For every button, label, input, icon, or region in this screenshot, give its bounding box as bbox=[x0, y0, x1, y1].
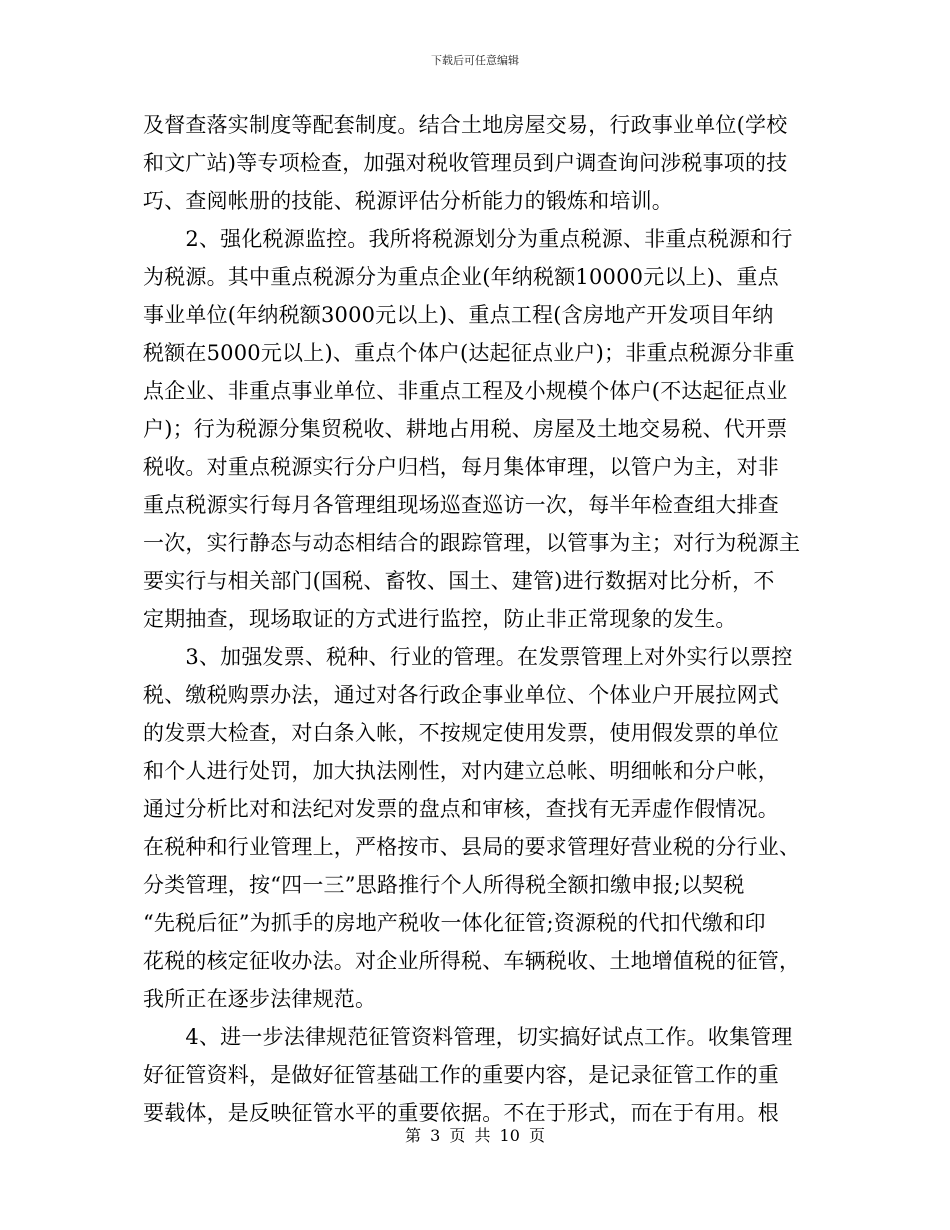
text-line: 3、加强发票、税种、行业的管理。在发票管理上对外实行以票控 bbox=[143, 645, 793, 669]
text-line: 税、缴税购票办法，通过对各行政企事业单位、个体业户开展拉网式 bbox=[143, 683, 779, 707]
text-line: 户)；行为税源分集贸税收、耕地占用税、房屋及土地交易税、代开票 bbox=[143, 417, 788, 441]
text-line: 定期抽查，现场取证的方式进行监控，防止非正常现象的发生。 bbox=[143, 607, 737, 631]
text-line: 要实行与相关部门(国税、畜牧、国土、建管)进行数据对比分析，不 bbox=[143, 569, 775, 593]
text-line: 及督查落实制度等配套制度。结合土地房屋交易，行政事业单位(学校 bbox=[143, 113, 788, 137]
text-line: 花税的核定征收办法。对企业所得税、车辆税收、土地增值税的征管， bbox=[143, 949, 801, 973]
text-line: 我所正在逐步法律规范。 bbox=[143, 987, 377, 1011]
page-number-footer: 第 3 页 共 10 页 bbox=[405, 1126, 545, 1145]
text-line: 要载体，是反映征管水平的重要依据。不在于形式，而在于有用。根 bbox=[143, 1101, 779, 1125]
text-line: 4、进一步法律规范征管资料管理，切实搞好试点工作。收集管理 bbox=[143, 1025, 793, 1049]
text-line: 分类管理，按“四一三”思路推行个人所得税全额扣缴申报;以契税 bbox=[143, 873, 745, 897]
document-body bbox=[143, 106, 808, 1132]
page-header: 下载后可任意编辑 bbox=[431, 54, 519, 67]
text-line: “先税后征”为抓手的房地产税收一体化征管;资源税的代扣代缴和印 bbox=[143, 911, 766, 935]
text-line: 税收。对重点税源实行分户归档，每月集体审理，以管户为主，对非 bbox=[143, 455, 779, 479]
text-line: 重点税源实行每月各管理组现场巡查巡访一次，每半年检查组大排查 bbox=[143, 493, 779, 517]
text-line: 事业单位(年纳税额3000元以上)、重点工程(含房地产开发项目年纳 bbox=[143, 303, 774, 327]
text-line: 好征管资料，是做好征管基础工作的重要内容，是记录征管工作的重 bbox=[143, 1063, 779, 1087]
text-line: 一次，实行静态与动态相结合的跟踪管理，以管事为主；对行为税源主 bbox=[143, 531, 801, 555]
text-line: 和文广站)等专项检查，加强对税收管理员到户调查询问涉税事项的技 bbox=[143, 151, 788, 175]
text-line: 和个人进行处罚，加大执法刚性，对内建立总帐、明细帐和分户帐， bbox=[143, 759, 779, 783]
text-line: 通过分析比对和法纪对发票的盘点和审核，查找有无弄虚作假情况。 bbox=[143, 797, 779, 821]
text-line: 为税源。其中重点税源分为重点企业(年纳税额10000元以上)、重点 bbox=[143, 265, 779, 289]
text-line: 点企业、非重点事业单位、非重点工程及小规模个体户(不达起征点业 bbox=[143, 379, 788, 403]
text-line: 的发票大检查，对白条入帐，不按规定使用发票，使用假发票的单位 bbox=[143, 721, 779, 745]
text-line: 2、强化税源监控。我所将税源划分为重点税源、非重点税源和行 bbox=[143, 227, 793, 251]
text-line: 在税种和行业管理上，严格按市、县局的要求管理好营业税的分行业、 bbox=[143, 835, 801, 859]
text-line: 税额在5000元以上)、重点个体户(达起征点业户)；非重点税源分非重 bbox=[143, 341, 795, 365]
text-line: 巧、查阅帐册的技能、税源评估分析能力的锻炼和培训。 bbox=[143, 189, 673, 213]
